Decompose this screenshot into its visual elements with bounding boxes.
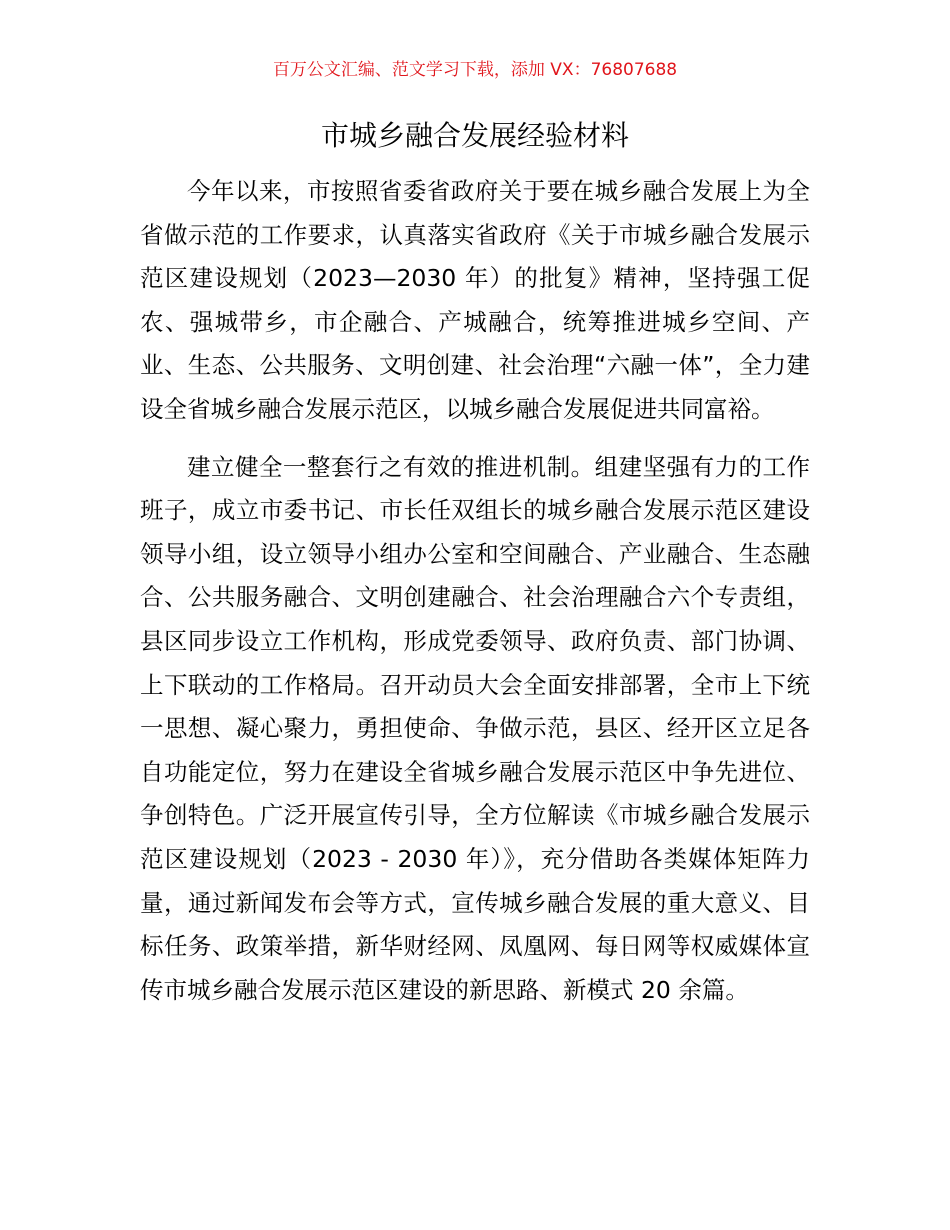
page-title: 市城乡融合发展经验材料 bbox=[320, 119, 629, 152]
paragraph-mechanism: 建立健全一整套行之有效的推进机制。组建坚强有力的工作班子，成立市委书记、市长任双组长的城乡融合发展示范区建设领导小组，设立领导小组办公室和空间融合、产业融合、生态融合、公共服务融合、文明创建融合、社会治理融合六个专责组，县区同步设立工作机构，形成党委领导、政府负责、部门协调、上下联动的工作格局。召开动员大会全面安排部署，全市上下统一思想、凝心聚力，勇担使命、争做示范，县区、经开区立足各自功能定位，努力在建设全省城乡融合发展示范区中争先进位、争创特色。广泛开展宣传引导，全方位解读《市城乡融合发展示范区建设规划（2023 - 2030 年）》，充分借助各类媒体矩阵力量，通过新闻发布会等方式，宣传城乡融合发展的重大意义、目标任务、政策举措，新华财经网、凤凰网、每日网等权威媒体宣传市城乡融合发展示范区建设的新思路、新模式 20 余篇。 bbox=[140, 452, 810, 1004]
watermark-header: 百万公文汇编、范文学习下载，添加 VX：76807688 bbox=[272, 60, 678, 80]
document-body bbox=[140, 170, 810, 1012]
paragraph-intro: 今年以来，市按照省委省政府关于要在城乡融合发展上为全省做示范的工作要求，认真落实省政府《关于市城乡融合发展示范区建设规划（2023—2030 年）的批复》精神，坚持强工促农、强城带乡，市企融合、产城融合，统筹推进城乡空间、产业、生态、公共服务、文明创建、社会治理“六融一体”，全力建设全省城乡融合发展示范区，以城乡融合发展促进共同富裕。 bbox=[140, 177, 810, 423]
